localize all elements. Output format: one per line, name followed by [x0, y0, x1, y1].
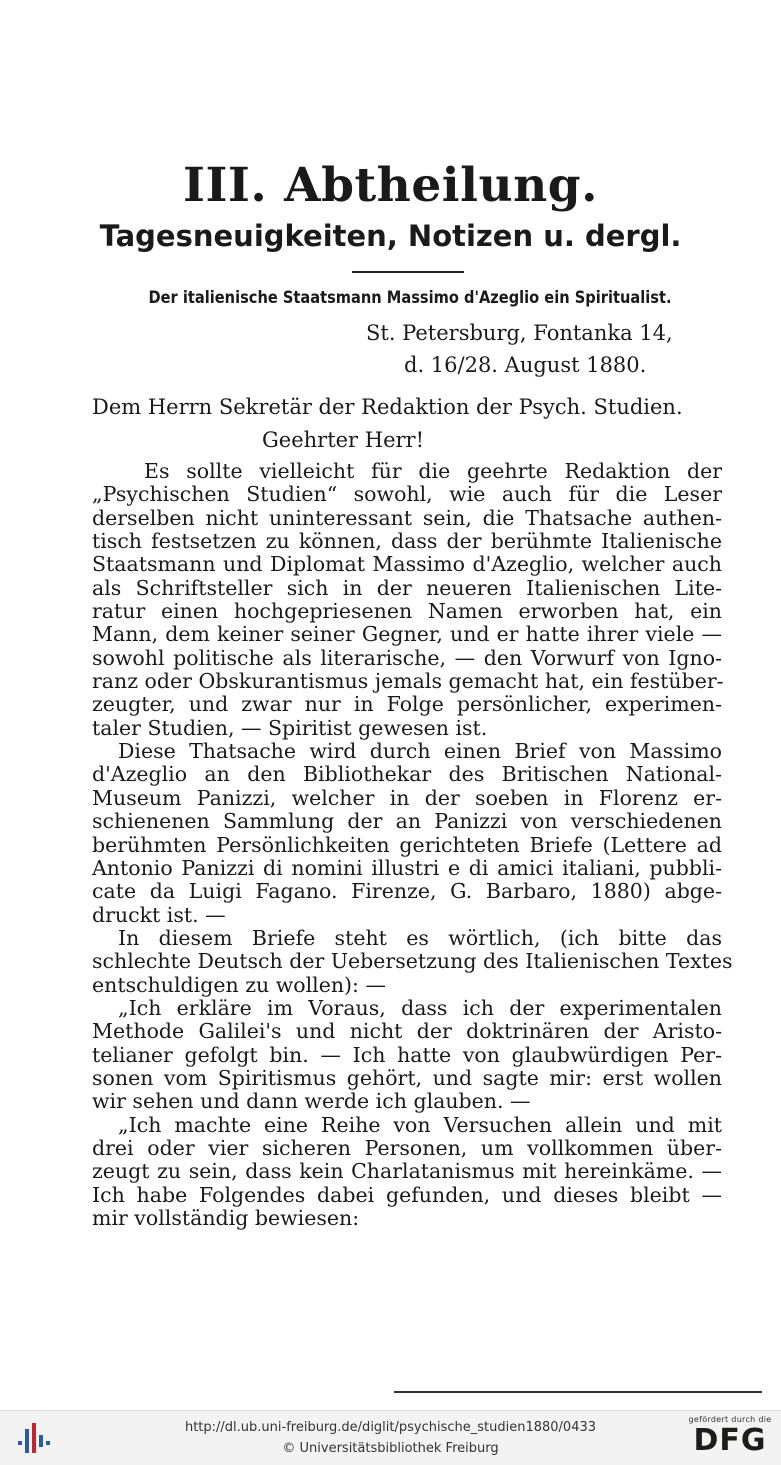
body-line: Staatsmann und Diplomat Massimo d'Azeglio, welcher auch: [92, 552, 722, 577]
body-line: taler Studien, — Spiritist gewesen ist.: [92, 715, 488, 740]
body-line: wir sehen und dann werde ich glauben. —: [92, 1089, 531, 1114]
salutation: Geehrter Herr!: [262, 428, 425, 452]
addressee: Dem Herrn Sekretär der Redaktion der Psych. Studien.: [92, 395, 683, 419]
body-line: telianer gefolgt bin. — Ich hatte von glaubwürdigen Per-: [92, 1042, 722, 1067]
body-line: sonen vom Spiritismus gehört, und sagte mir: erst wollen: [92, 1065, 722, 1090]
page-url-link[interactable]: http://dl.ub.uni-freiburg.de/diglit/psychische_studien1880/0433: [184, 1420, 597, 1435]
dfg-tagline: gefördert durch die: [688, 1415, 772, 1424]
footer-bar: [0, 1410, 781, 1465]
body-line: Mann, dem keiner seiner Gegner, und er hatte ihrer viele —: [92, 622, 722, 647]
body-line: druckt ist. —: [92, 902, 226, 927]
letter-body: [92, 459, 733, 1230]
body-line: sowohl politische als literarische, — den Vorwurf von Igno-: [92, 645, 722, 670]
body-line: mir vollständig bewiesen:: [92, 1206, 360, 1230]
dfg-logo-text: DFG: [693, 1423, 767, 1458]
body-line: berühmten Persönlichkeiten gerichteten Briefe (Lettere ad: [92, 832, 722, 857]
body-line: zeugt zu sein, dass kein Charlatanismus mit hereinkäme. —: [92, 1159, 722, 1184]
body-line: derselben nicht uninteressant sein, die Thatsache authen-: [92, 505, 722, 530]
dateline-date: d. 16/28. August 1880.: [404, 353, 647, 377]
page-bottom-rule: [394, 1391, 762, 1393]
dfg-logo-icon: [684, 1415, 776, 1463]
body-line: „Psychischen Studien“ sowohl, wie auch für die Leser: [92, 482, 722, 507]
dateline-place: St. Petersburg, Fontanka 14,: [366, 321, 673, 345]
body-line: ranz oder Obskurantismus jemals gemacht hat, ein festüber-: [92, 669, 724, 694]
section-title: III. Abtheilung.: [182, 158, 599, 213]
title-divider: [352, 271, 464, 273]
body-line: Ich habe Folgendes dabei gefunden, und dieses bleibt —: [92, 1182, 722, 1207]
body-line: Es sollte vielleicht für die geehrte Redaktion der: [144, 459, 722, 483]
body-line: d'Azeglio an den Bibliothekar des Britischen National-: [92, 762, 722, 787]
body-line: In diesem Briefe steht es wörtlich, (ich bitte das: [118, 925, 722, 950]
body-line: Methode Galilei's und nicht der doktrinären der Aristo-: [92, 1019, 722, 1044]
body-line: als Schriftsteller sich in der neueren Italienischen Lite-: [92, 575, 722, 600]
body-line: Diese Thatsache wird durch einen Brief von Massimo: [118, 739, 722, 764]
body-line: drei oder vier sicheren Personen, um vollkommen über-: [92, 1135, 722, 1160]
body-line: schlechte Deutsch der Uebersetzung des Italienischen Textes: [92, 949, 733, 974]
body-line: „Ich erkläre im Voraus, dass ich der experimentalen: [118, 995, 722, 1020]
article-title: Der italienische Staatsmann Massimo d'Azeglio ein Spiritualist.: [148, 288, 672, 308]
body-line: „Ich machte eine Reihe von Versuchen allein und mit: [118, 1112, 722, 1137]
body-line: Museum Panizzi, welcher in der soeben in Florenz er-: [92, 785, 722, 810]
body-line: schienenen Sammlung der an Panizzi von verschiedenen: [92, 809, 722, 834]
body-line: ratur einen hochgepriesenen Namen erworben hat, ein: [92, 599, 722, 624]
body-line: zeugter, und zwar nur in Folge persönlicher, experimen-: [92, 692, 722, 717]
copyright-notice: © Universitätsbibliothek Freiburg: [282, 1441, 499, 1456]
section-subtitle: Tagesneuigkeiten, Notizen u. dergl.: [99, 219, 682, 253]
body-line: Antonio Panizzi di nomini illustri e di amici italiani, pubbli-: [92, 855, 722, 880]
body-line: cate da Luigi Fagano. Firenze, G. Barbaro, 1880) abge-: [92, 879, 722, 904]
body-line: entschuldigen zu wollen): —: [92, 972, 386, 997]
body-line: tisch festsetzen zu können, dass der berühmte Italienische: [92, 529, 722, 554]
